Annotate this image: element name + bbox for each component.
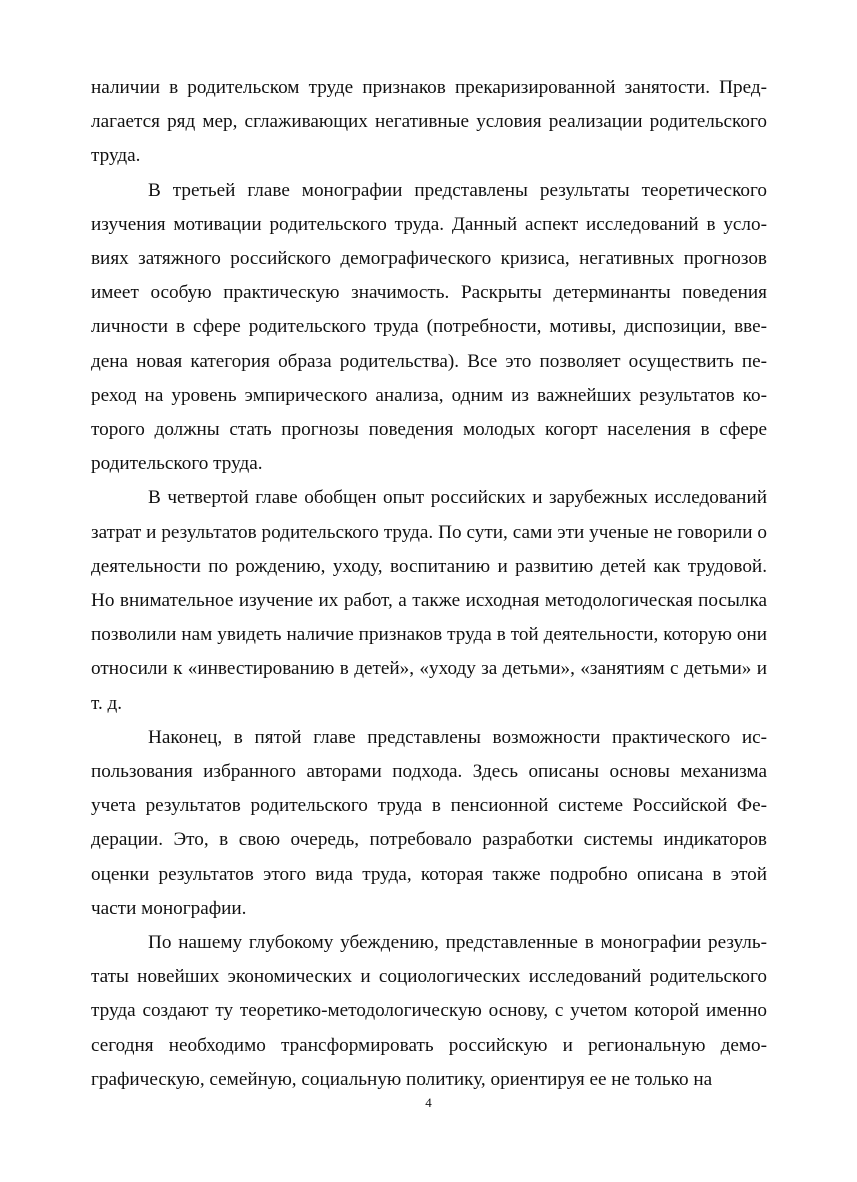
paragraph-chapter-four: В четвертой главе обобщен опыт российских и зарубежных исследований затрат и результатов родительского труда. По сути, сами эти ученые не говорили о деятельности по рождению, уходу, воспитанию и развитию детей как трудовой. Но внимательное изучение их работ, а также исходная методологическая посылка позволили нам увидеть наличие признаков труда в той деятельности, которую они относили к «инвестированию в детей», «уходу за детьми», «занятиям с детьми» и т. д. (91, 487, 767, 714)
paragraph-chapter-three: В третьей главе монографии представлены результаты теоретического изучения мотивации родительского труда. Данный аспект исследований в условиях затяжного российского демографического кризиса, негативных прогнозов имеет особую практическую значимость. Раскрыты детерминанты поведения личности в сфере родительского труда (потребности, мотивы, диспозиции, введена новая категория образа родительства). Все это позволяет осуществить переход на уровень эмпирического анализа, одним из важнейших результатов которого должны стать прогнозы поведения молодых когорт населения в сфере родительского труда. (91, 179, 767, 475)
paragraph-chapter-five: Наконец, в пятой главе представлены возможности практического использования избранного авторами подхода. Здесь описаны основы механизма учета результатов родительского труда в пенсионной системе Российской Федерации. Это, в свою очередь, потребовало разработки системы индикаторов оценки результатов этого вида труда, которая также подробно описана в этой части монографии. (91, 726, 767, 919)
paragraph-conclusion: По нашему глубокому убеждению, представленные в монографии результаты новейших экономических и социологических исследований родительского труда создают ту теоретико-методологическую основу, с учетом которой именно сегодня необходимо трансформировать российскую и региональную демографическую, семейную, социальную политику, ориентируя ее не только на (91, 932, 767, 1090)
paragraph-continuation: наличии в родительском труде признаков прекаризированной занятости. Предлагается ряд мер, сглаживающих негативные условия реализации родительского труда. (91, 77, 767, 167)
body-text (91, 71, 767, 1097)
page-number: 4 (425, 1095, 432, 1110)
